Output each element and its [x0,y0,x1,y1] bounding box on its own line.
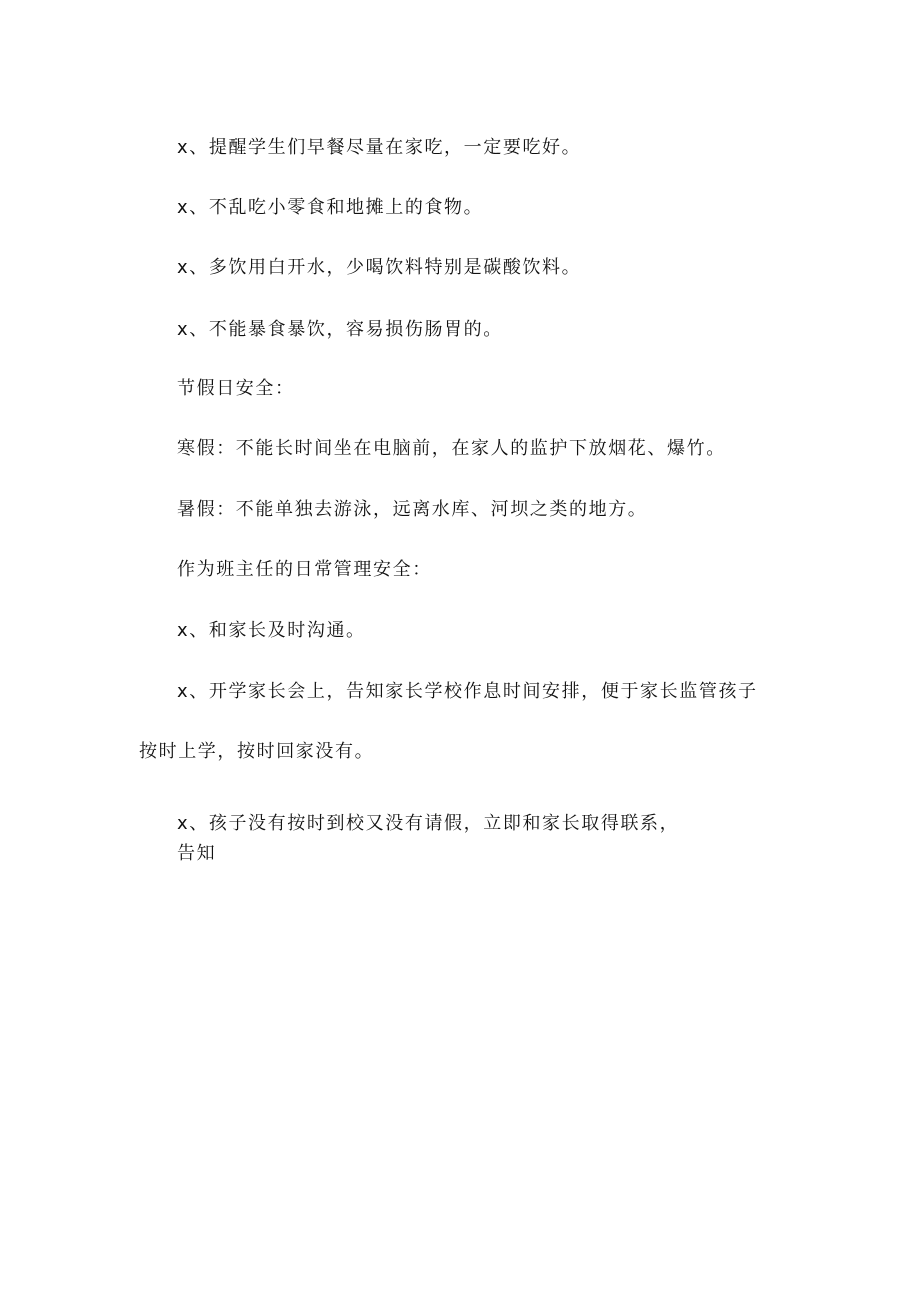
paragraph-breakfast: x、提醒学生们早餐尽量在家吃，一定要吃好。 [177,137,582,158]
paragraph-absence-contact: x、孩子没有按时到校又没有请假，立即和家长取得联系， [177,813,680,834]
heading-teacher-management: 作为班主任的日常管理安全： [177,559,432,580]
paragraph-snacks: x、不乱吃小零食和地摊上的食物。 [177,197,484,218]
paragraph-summer-break: 暑假：不能单独去游泳，远离水库、河坝之类的地方。 [177,499,648,520]
paragraph-overeating: x、不能暴食暴饮，容易损伤肠胃的。 [177,319,503,340]
paragraph-water: x、多饮用白开水，少喝饮料特别是碳酸饮料。 [177,257,582,278]
heading-holiday-safety: 节假日安全： [177,378,295,399]
paragraph-winter-break: 寒假：不能长时间坐在电脑前，在家人的监护下放烟花、爆竹。 [177,438,726,459]
paragraph-parent-meeting-continued: 按时上学，按时回家没有。 [139,741,375,762]
paragraph-parent-meeting: x、开学家长会上，告知家长学校作息时间安排，便于家长监管孩子 [177,681,758,702]
paragraph-absence-contact-continued: 告知 [177,843,217,864]
paragraph-parent-communication: x、和家长及时沟通。 [177,620,366,641]
